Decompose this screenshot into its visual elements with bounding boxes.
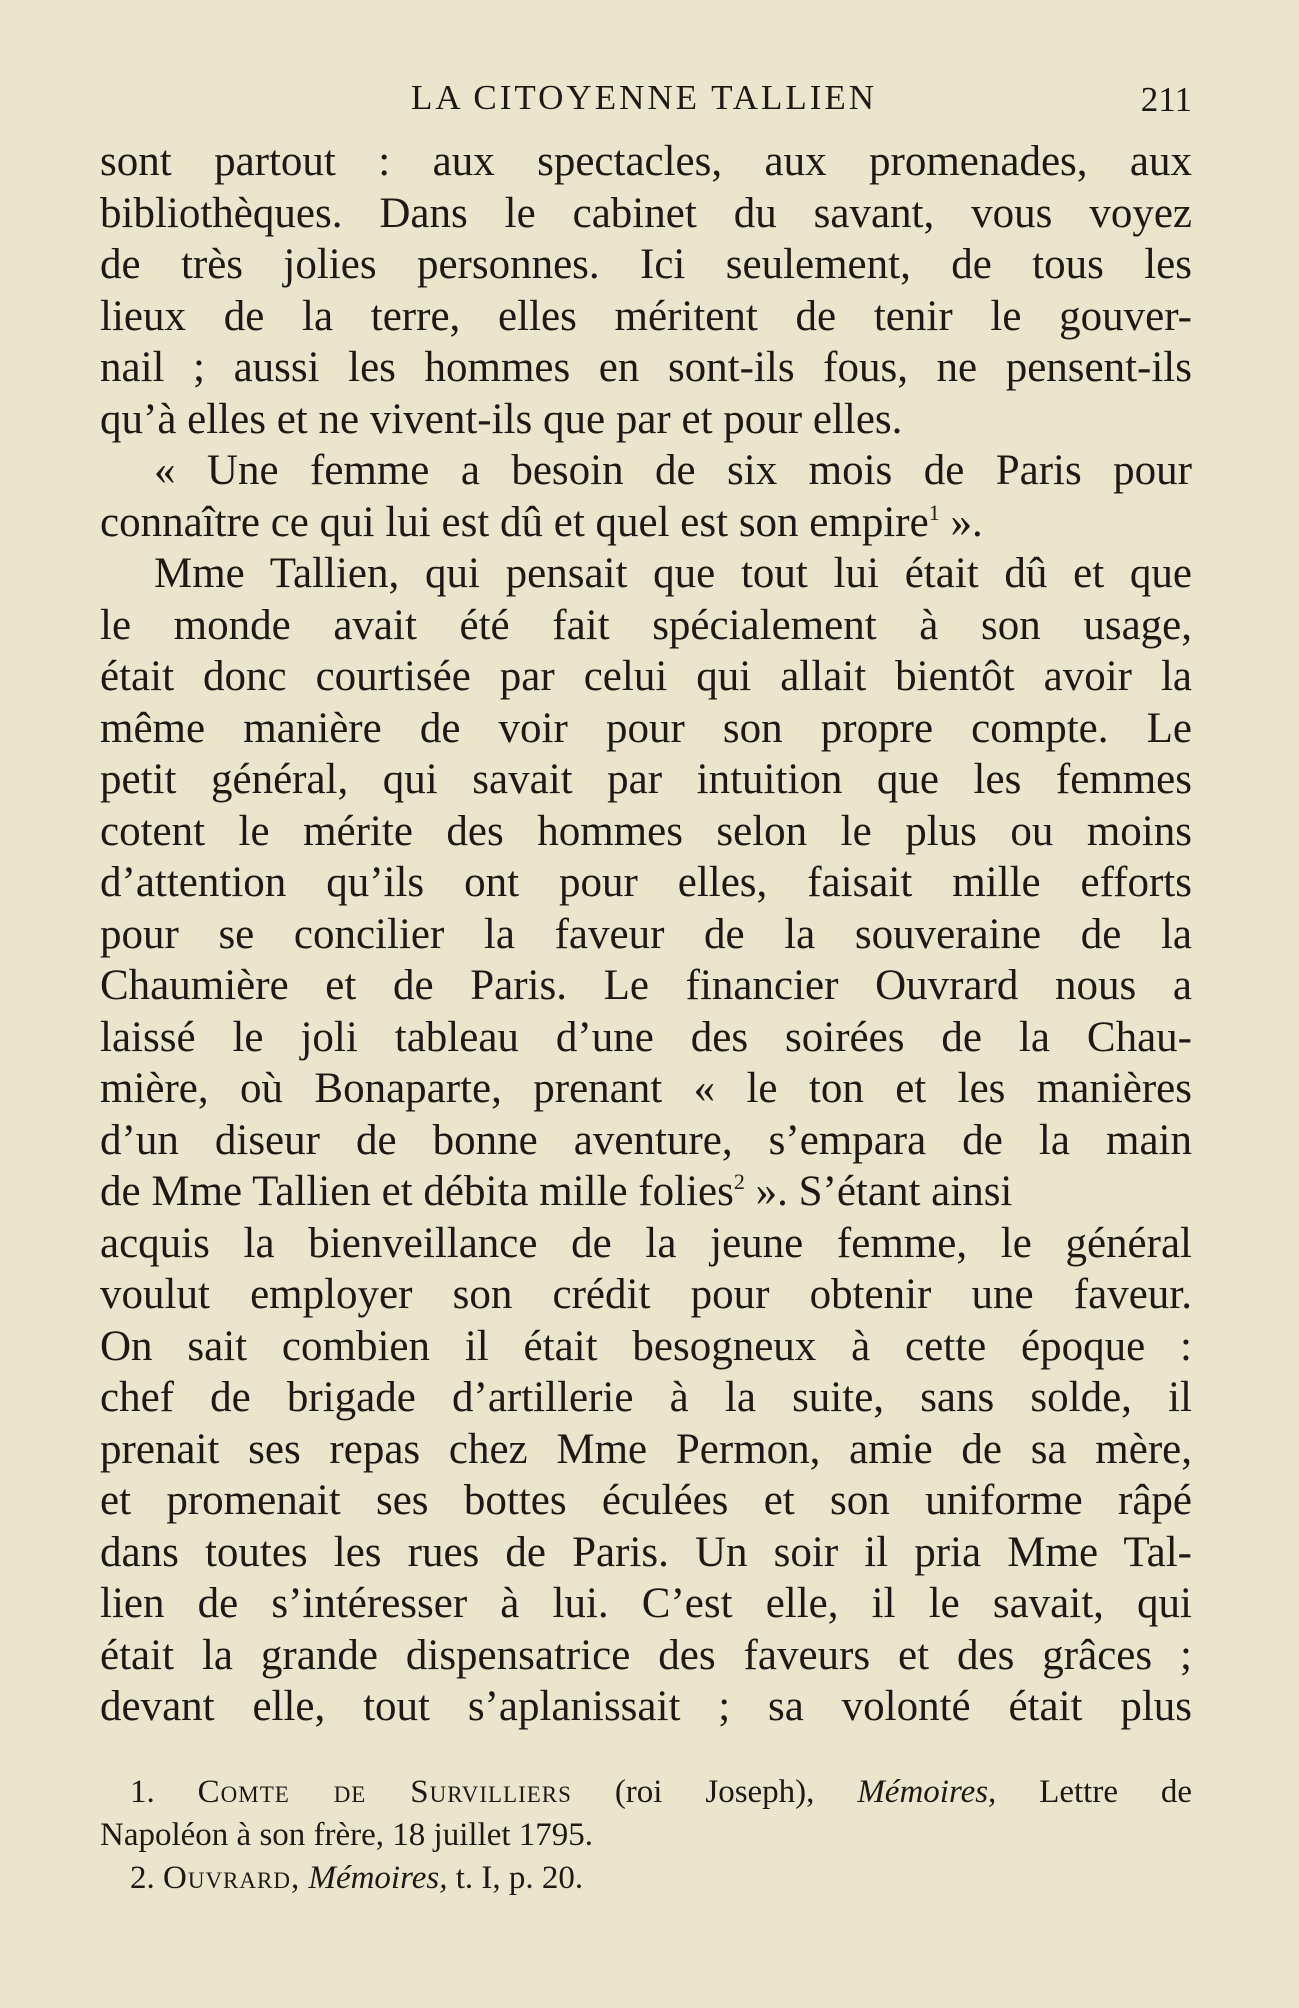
text-fragment: connaître ce qui lui est dû et quel est son empire <box>100 498 929 546</box>
footnotes <box>100 1771 1192 1900</box>
text-line: On sait combien il était besogneux à cette époque : <box>100 1322 1192 1370</box>
text-line: bibliothèques. Dans le cabinet du savant, vous voyez <box>100 189 1192 237</box>
text-line: qu’à elles et ne vivent-ils que par et pour elles. <box>100 395 903 443</box>
text-line: chef de brigade d’artillerie à la suite, sans solde, il <box>100 1374 1192 1421</box>
footnote-1-continuation: Napoléon à son frère, 18 juillet 1795. <box>100 1817 594 1853</box>
footnote-2 <box>100 1857 1192 1900</box>
text-line: « Une femme a besoin de six mois de Paris pour <box>154 447 1192 494</box>
footnote-1 <box>100 1771 1192 1814</box>
footnote-title: Mémoires, <box>857 1774 997 1810</box>
text-line: petit général, qui savait par intuition que les femmes <box>100 756 1192 803</box>
footnote-author: Comte de Survilliers <box>197 1774 572 1810</box>
text-fragment: de Mme Tallien et débita mille folies <box>100 1168 734 1215</box>
text-line: Chaumière et de Paris. Le financier Ouvrard nous a <box>100 962 1192 1009</box>
text-line: d’un diseur de bonne aventure, s’empara de la main <box>100 1116 1192 1164</box>
text-line: acquis la bienveillance de la jeune femme, le général <box>100 1219 1192 1267</box>
footnote-rest: t. I, p. 20. <box>455 1860 584 1896</box>
text-fragment: ». S’étant ainsi <box>744 1168 1013 1215</box>
text-line: sont partout : aux spectacles, aux promenades, aux <box>100 138 1192 185</box>
text-line: était la grande dispensatrice des faveurs et des grâces ; <box>100 1631 1192 1679</box>
text-line: cotent le mérite des hommes selon le plus ou moins <box>100 807 1192 855</box>
footnote-note: (roi Joseph), <box>614 1774 815 1810</box>
footnote-ref: 2 <box>733 1169 745 1194</box>
text-line: devant elle, tout s’aplanissait ; sa volonté était plus <box>100 1683 1192 1730</box>
text-line <box>100 497 1192 549</box>
text-fragment: ». <box>939 498 983 546</box>
footnote-number: 1. <box>130 1774 155 1810</box>
text-line: le monde avait été fait spécialement à son usage, <box>100 601 1192 649</box>
text-line: dans toutes les rues de Paris. Un soir il pria Mme Tal- <box>100 1528 1192 1576</box>
footnote-rest: Lettre de <box>1039 1774 1193 1810</box>
text-line: voulut employer son crédit pour obtenir une faveur. <box>100 1271 1192 1318</box>
text-line: prenait ses repas chez Mme Permon, amie de sa mère, <box>100 1425 1192 1473</box>
running-title: LA CITOYENNE TALLIEN <box>410 78 878 117</box>
text-line: et promenait ses bottes éculées et son uniforme râpé <box>100 1477 1192 1524</box>
footnote-title: Mémoires, <box>308 1860 448 1896</box>
footnote-ref: 1 <box>928 499 940 525</box>
text-line: de très jolies personnes. Ici seulement, de tous les <box>100 241 1192 288</box>
body-text <box>100 136 1192 1733</box>
footnote-number: 2. <box>130 1860 155 1896</box>
text-line: d’attention qu’ils ont pour elles, faisait mille efforts <box>100 859 1192 906</box>
text-line: Mme Tallien, qui pensait que tout lui était dû et que <box>154 550 1192 597</box>
text-line <box>100 1166 1192 1218</box>
text-line: pour se concilier la faveur de la souveraine de la <box>100 910 1192 958</box>
text-line: lien de s’intéresser à lui. C’est elle, il le savait, qui <box>100 1580 1192 1627</box>
text-line: mière, où Bonaparte, prenant « le ton et les manières <box>100 1065 1192 1112</box>
page-number: 211 <box>1140 80 1192 119</box>
footnote-author: Ouvrard, <box>163 1860 301 1896</box>
running-head <box>96 68 1192 128</box>
text-line: lieux de la terre, elles méritent de tenir le gouver- <box>100 292 1192 340</box>
text-line: même manière de voir pour son propre compte. Le <box>100 704 1192 752</box>
text-line: était donc courtisée par celui qui allait bientôt avoir la <box>100 653 1192 700</box>
text-line: laissé le joli tableau d’une des soirées de la Chau- <box>100 1013 1192 1061</box>
text-line: nail ; aussi les hommes en sont-ils fous, ne pensent-ils <box>100 344 1192 391</box>
